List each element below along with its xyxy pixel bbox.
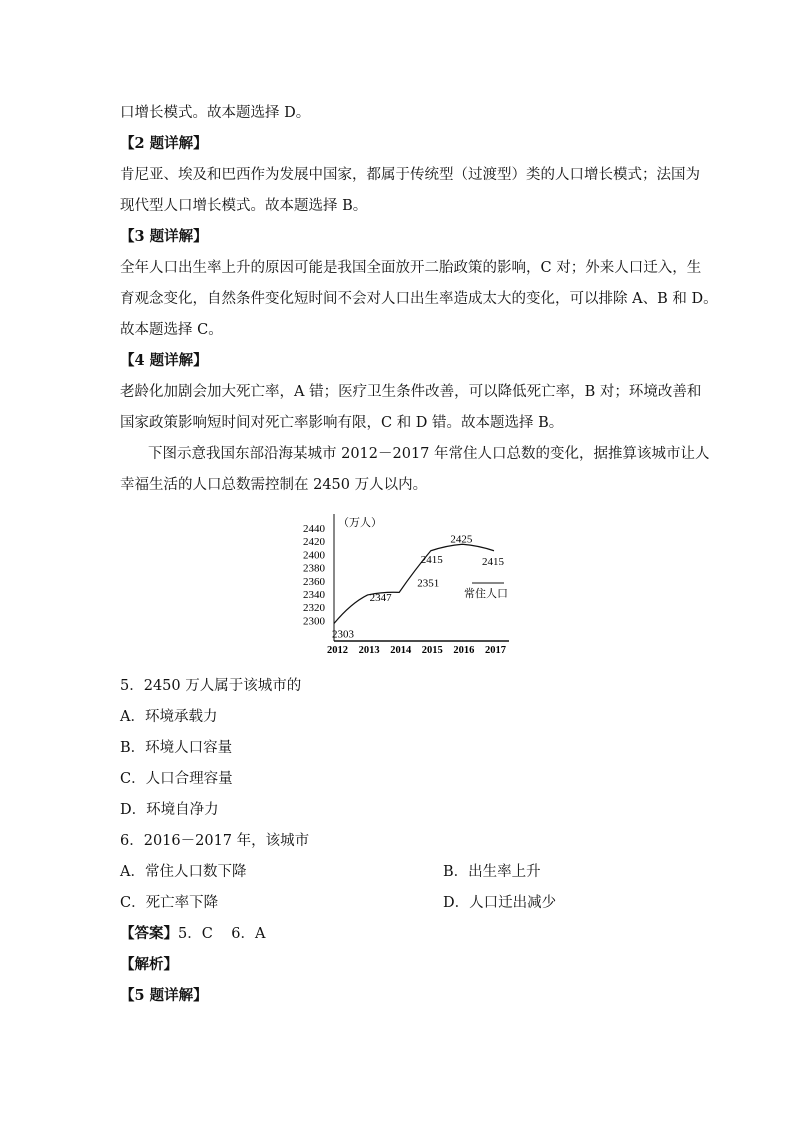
y-tick-label: 2300 — [303, 615, 325, 628]
y-tick-label: 2420 — [303, 536, 325, 549]
y-tick-label: 2360 — [303, 575, 325, 588]
question-5-option-c[interactable]: C．人口合理容量 — [120, 771, 233, 787]
question-6-option-c[interactable]: C．死亡率下降 — [120, 895, 219, 911]
population-chart — [300, 508, 520, 658]
section-heading-q2: 【2 题详解】 — [120, 135, 208, 152]
answer-label: 【答案】 — [120, 925, 178, 942]
x-tick-label: 2012 — [327, 645, 348, 656]
question-6-option-a[interactable]: A．常住人口数下降 — [120, 864, 247, 880]
text-line: 口增长模式。故本题选择 D。 — [120, 105, 311, 121]
text-line: 现代型人口增长模式。故本题选择 B。 — [120, 198, 368, 214]
x-tick-label: 2017 — [485, 645, 506, 656]
question-5-option-d[interactable]: D．环境自净力 — [120, 802, 219, 818]
section-heading-q3: 【3 题详解】 — [120, 228, 208, 245]
question-6-option-b[interactable]: B．出生率上升 — [443, 864, 541, 880]
data-label: 2303 — [332, 628, 354, 641]
question-5-stem: 5．2450 万人属于该城市的 — [120, 678, 302, 694]
y-tick-label: 2340 — [303, 589, 325, 601]
y-unit-label: （万人） — [338, 517, 382, 529]
text-line: 全年人口出生率上升的原因可能是我国全面放开二胎政策的影响，C 对；外来人口迁入，生 — [120, 260, 702, 276]
data-label: 2415 — [482, 555, 504, 568]
text-line: 老龄化加剧会加大死亡率，A 错；医疗卫生条件改善，可以降低死亡率，B 对；环境改善和 — [120, 384, 702, 400]
x-tick-label: 2013 — [358, 645, 380, 656]
question-5-option-a[interactable]: A．环境承载力 — [120, 709, 218, 725]
data-label: 2425 — [450, 533, 473, 546]
y-tick-label: 2400 — [303, 549, 325, 562]
question-6-option-d[interactable]: D．人口迁出减少 — [443, 895, 557, 911]
question-6-stem: 6．2016－2017 年，该城市 — [120, 833, 310, 849]
text-line: 育观念变化，自然条件变化短时间不会对人口出生率造成太大的变化，可以排除 A、B 和 D。 — [120, 291, 718, 307]
x-tick-label: 2014 — [390, 645, 412, 656]
series-line-population — [334, 544, 494, 623]
question-intro-line: 幸福生活的人口总数需控制在 2450 万人以内。 — [120, 477, 428, 493]
text-line: 国家政策影响短时间对死亡率影响有限，C 和 D 错。故本题选择 B。 — [120, 415, 564, 431]
population-chart-svg — [300, 508, 520, 658]
legend-label: 常住人口 — [464, 588, 508, 600]
question-intro-line: 下图示意我国东部沿海某城市 2012－2017 年常住人口总数的变化，据推算该城市让人 — [148, 446, 710, 462]
answer-line — [120, 924, 265, 944]
y-tick-label: 2440 — [303, 523, 325, 535]
answer-text: 5．C 6．A — [178, 926, 266, 942]
x-tick-label: 2015 — [421, 645, 443, 656]
question-5-option-b[interactable]: B．环境人口容量 — [120, 740, 233, 756]
data-label: 2415 — [420, 553, 443, 566]
text-line: 肯尼亚、埃及和巴西作为发展中国家，都属于传统型（过渡型）类的人口增长模式；法国为 — [120, 167, 700, 183]
section-heading-q4: 【4 题详解】 — [120, 352, 208, 369]
analysis-heading: 【解析】 — [120, 956, 178, 973]
y-tick-label: 2380 — [303, 562, 325, 575]
y-tick-label: 2320 — [303, 602, 325, 615]
data-label: 2351 — [417, 577, 440, 590]
section-heading-q5: 【5 题详解】 — [120, 987, 208, 1004]
data-label: 2347 — [369, 591, 392, 604]
x-tick-label: 2016 — [453, 645, 475, 656]
text-line: 故本题选择 C。 — [120, 322, 223, 338]
